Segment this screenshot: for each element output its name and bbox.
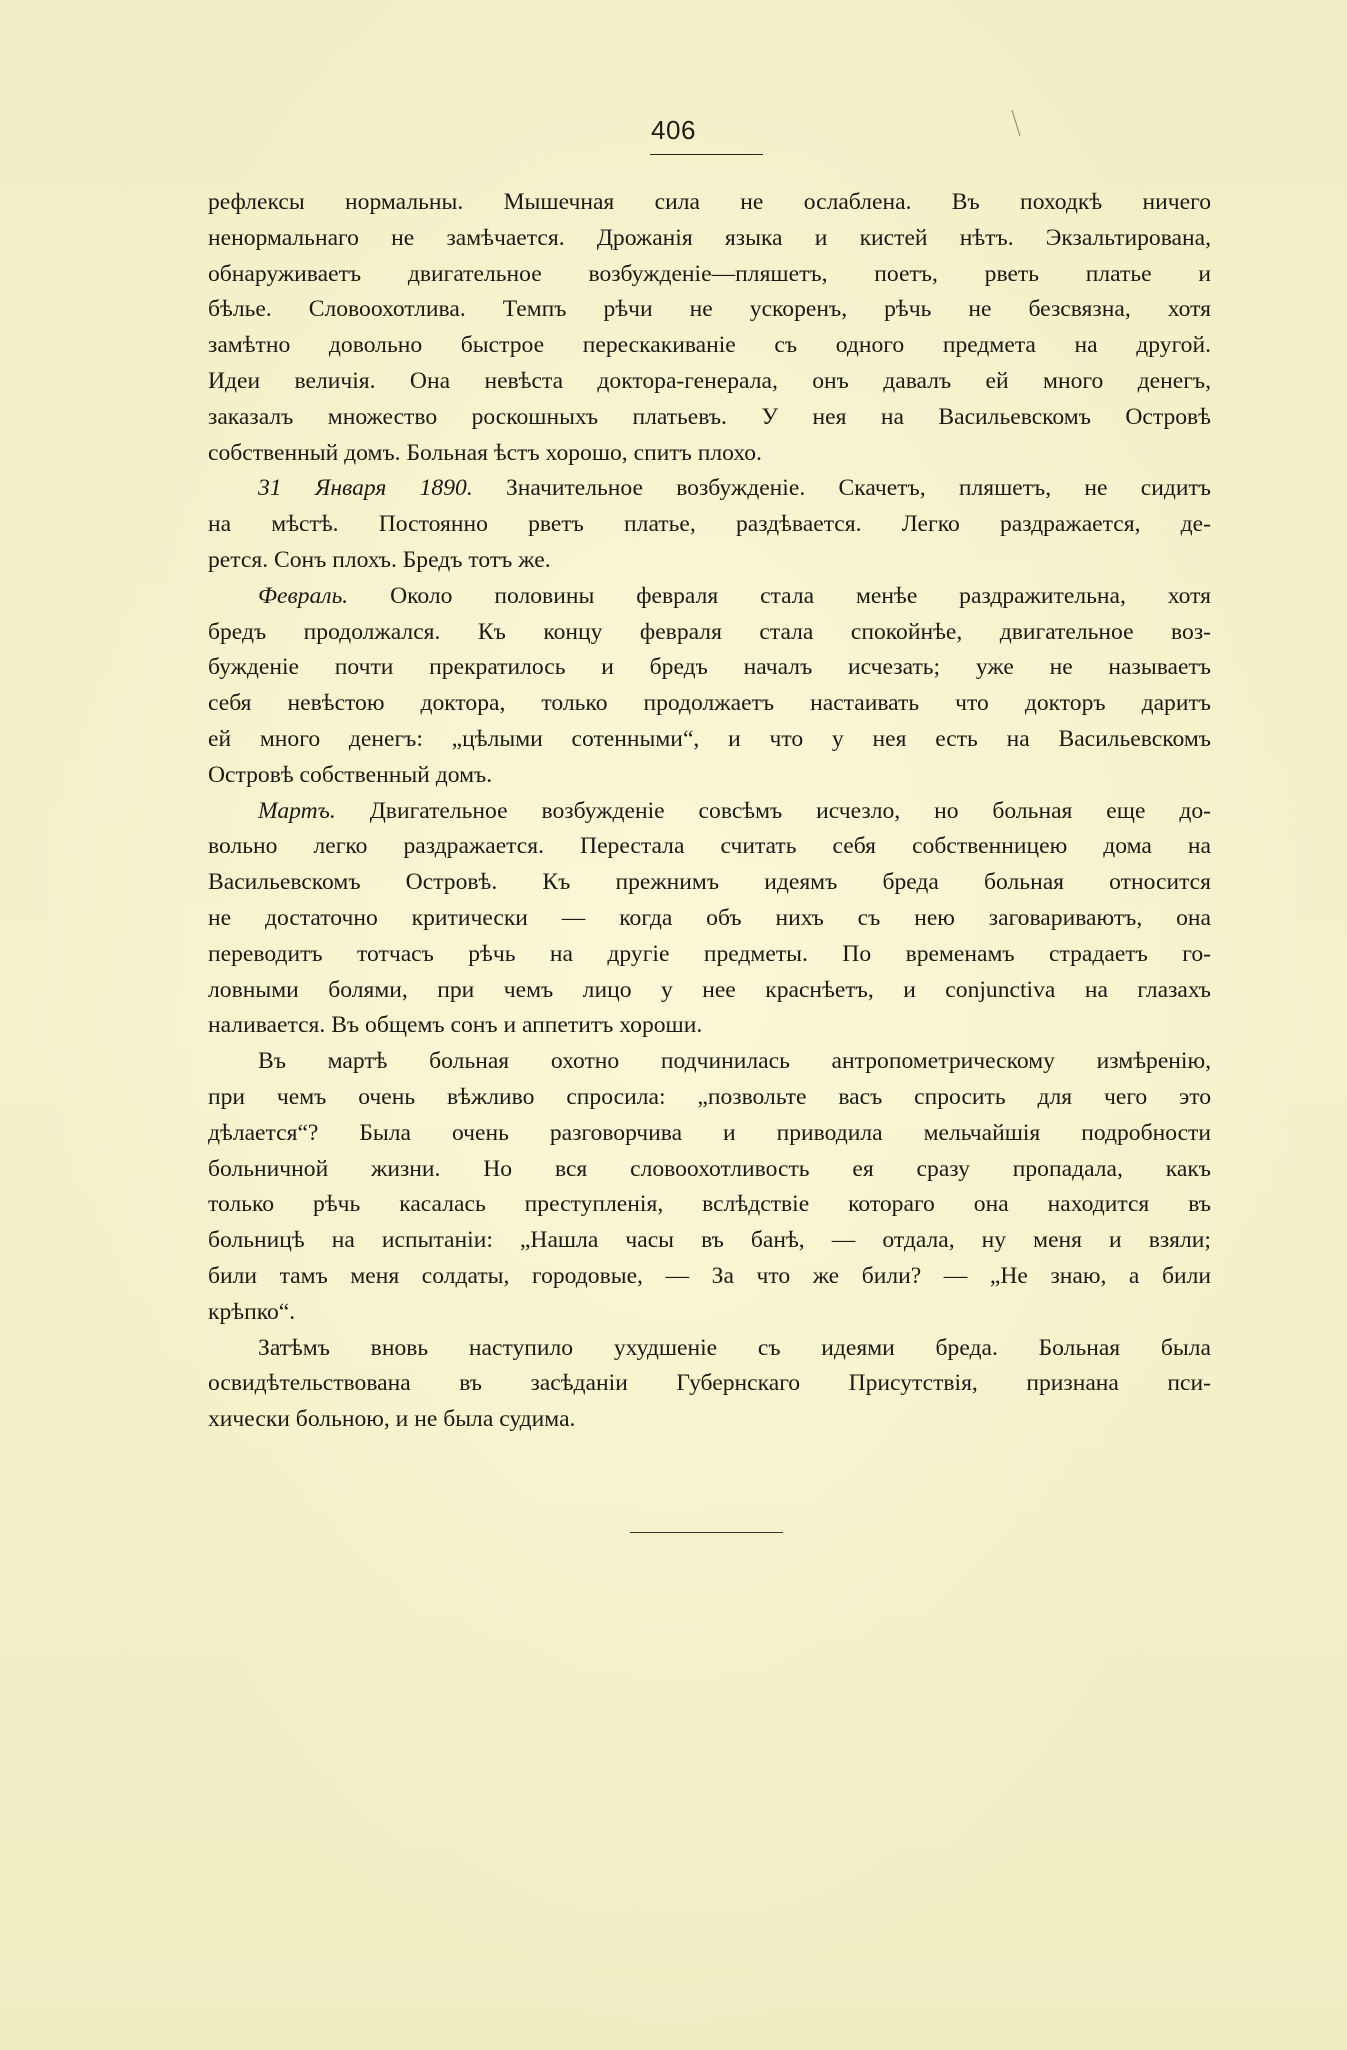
text-line: Въ мартѣ больная охотно подчинилась антропометрическому измѣренію, — [258, 1048, 1211, 1075]
text-line: освидѣтельствована въ засѣданіи Губернскаго Присутствія, признана пси- — [208, 1370, 1211, 1397]
text-line: себя невѣстою доктора, только продолжаетъ настаивать что докторъ даритъ — [208, 690, 1211, 717]
text-line: на мѣстѣ. Постоянно рветъ платье, раздѣвается. Легко раздражается, де- — [208, 511, 1211, 538]
entry-text: Значительное возбужденіе. Скачетъ, пляшетъ, не сидитъ — [472, 475, 1211, 502]
text-line: крѣпко“. — [208, 1298, 296, 1325]
text-line: больничной жизни. Но вся словоохотливость ея сразу пропадала, какъ — [208, 1155, 1211, 1182]
text-line: хически больною, и не была судима. — [208, 1406, 576, 1433]
text-line: бредъ продолжался. Къ концу февраля стала спокойнѣе, двигательное воз- — [208, 618, 1211, 645]
text-line: не достаточно критически — когда объ нихъ съ нею заговариваютъ, она — [208, 904, 1211, 931]
text-line: переводитъ тотчасъ рѣчь на другіе предметы. По временамъ страдаетъ го- — [208, 940, 1211, 967]
text-line: обнаруживаетъ двигательное возбужденіе—пляшетъ, поетъ, рветь платье и — [208, 260, 1211, 287]
text-line: только рѣчь касалась преступленія, вслѣдствіе котораго она находится въ — [208, 1191, 1211, 1218]
text-line: при чемъ очень вѣжливо спросила: „позвольте васъ спросить для чего это — [208, 1083, 1211, 1110]
text-line: Островѣ собственный домъ. — [208, 761, 493, 788]
text-line: дѣлается“? Была очень разговорчива и приводила мельчайшія подробности — [208, 1119, 1211, 1146]
body-text — [208, 185, 1211, 1438]
text-line: рефлексы нормальны. Мышечная сила не ослаблена. Въ походкѣ ничего — [208, 189, 1211, 215]
dated-entry-line — [208, 471, 1211, 507]
entry-date: 31 Января 1890. — [258, 475, 473, 502]
text-line: били тамъ меня солдаты, городовые, — За что же били? — „Не знаю, а били — [208, 1262, 1211, 1289]
text-line: заказалъ множество роскошныхъ платьевъ. У нея на Васильевскомъ Островѣ — [208, 403, 1211, 430]
text-line: Васильевскомъ Островѣ. Къ прежнимъ идеямъ бреда больная относится — [208, 869, 1211, 896]
header-rule — [650, 154, 763, 155]
end-rule — [630, 1532, 783, 1533]
text-line: наливается. Въ общемъ сонъ и аппетитъ хороши. — [208, 1012, 703, 1039]
entry-date: Мартъ. — [258, 797, 336, 824]
text-line: рется. Сонъ плохъ. Бредъ тотъ же. — [208, 546, 551, 573]
text-line: собственный домъ. Больная ѣстъ хорошо, спитъ плохо. — [208, 439, 762, 466]
entry-text: Двигательное возбужденіе совсѣмъ исчезло, но больная еще до- — [335, 797, 1211, 824]
entry-text: Около половины февраля стала менѣе раздражительна, хотя — [348, 582, 1211, 609]
text-line: ей много денегъ: „цѣлыми сотенными“, и что у нея есть на Васильевскомъ — [208, 725, 1211, 752]
scan-mark-icon — [1010, 108, 1022, 138]
text-line: ловными болями, при чемъ лицо у нее краснѣетъ, и conjunctiva на глазахъ — [208, 976, 1211, 1003]
text-line: Идеи величія. Она невѣста доктора-генерала, онъ давалъ ей много денегъ, — [208, 367, 1211, 394]
entry-date: Февраль. — [258, 582, 349, 609]
dated-entry-line — [208, 794, 1211, 830]
page-number: 406 — [651, 115, 696, 145]
text-line: ненормальнаго не замѣчается. Дрожанія языка и кистей нѣтъ. Экзальтирована, — [208, 224, 1211, 251]
dated-entry-line — [208, 579, 1211, 615]
text-line: Затѣмъ вновь наступило ухудшеніе съ идеями бреда. Больная была — [258, 1334, 1211, 1361]
text-line: бѣлье. Словоохотлива. Темпъ рѣчи не ускоренъ, рѣчь не безсвязна, хотя — [208, 296, 1211, 323]
text-line: бужденіе почти прекратилось и бредъ началъ исчезать; уже не называетъ — [208, 654, 1211, 681]
text-line: больницѣ на испытаніи: „Нашла часы въ банѣ, — отдала, ну меня и взяли; — [208, 1227, 1211, 1254]
text-line: вольно легко раздражается. Перестала считать себя собственницею дома на — [208, 833, 1211, 860]
text-line: замѣтно довольно быстрое перескакиваніе съ одного предмета на другой. — [208, 332, 1211, 359]
